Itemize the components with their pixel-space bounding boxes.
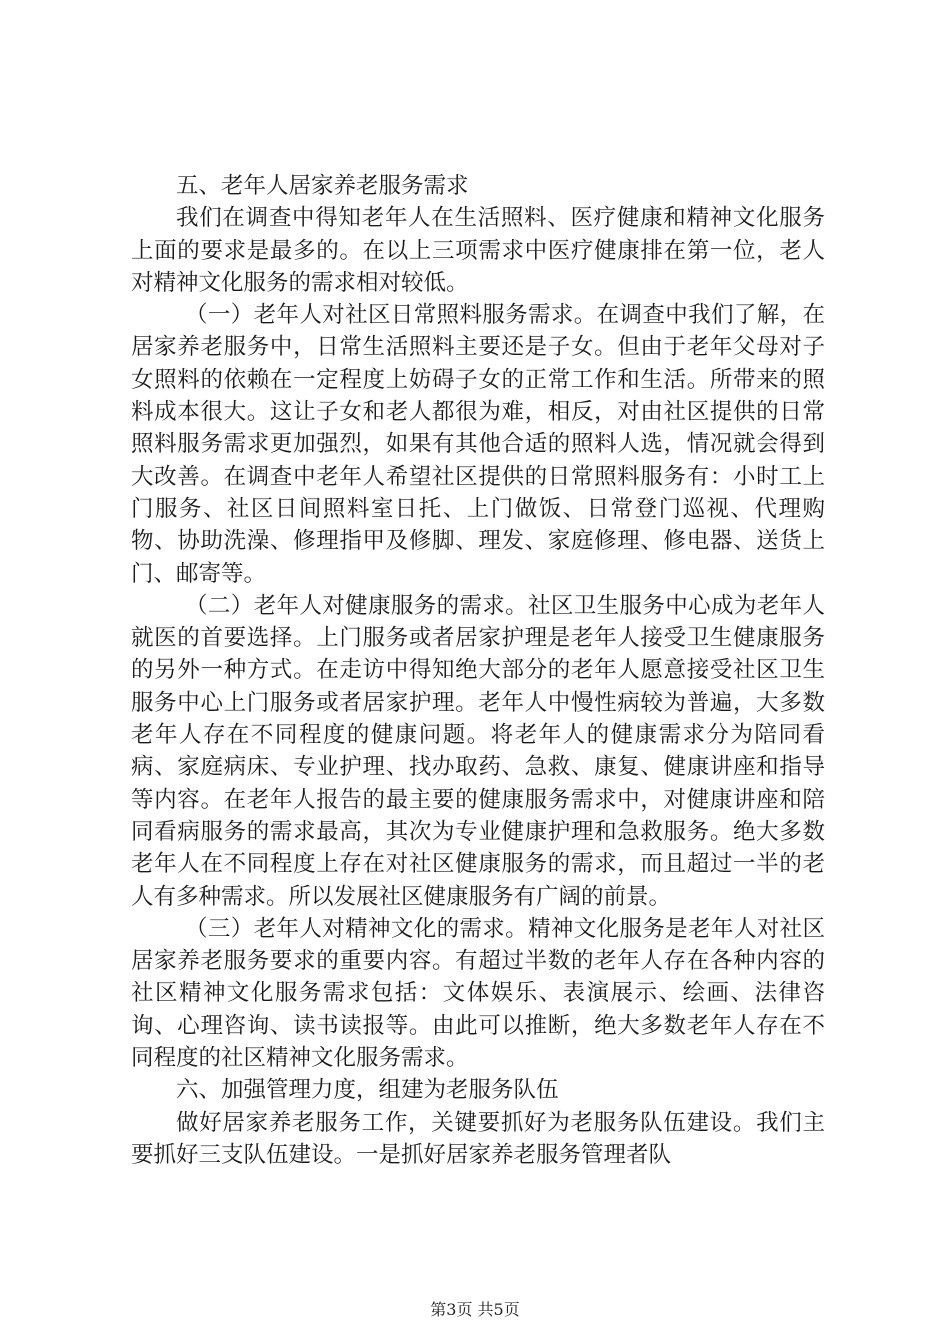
document-body xyxy=(131,170,825,1171)
paragraph-daily-care: （一）老年人对社区日常照料服务需求。在调查中我们了解，在居家养老服务中，日常生活照料主要还是子女。但由于老年父母对子女照料的依赖在一定程度上妨碍子女的正常工作和生活。所带来的照料成本很大。这让子女和老人都很为难，相反，对由社区提供的日常照料服务需求更加强烈，如果有其他合适的照料人选，情况就会得到大改善。在调查中老年人希望社区提供的日常照料服务有：小时工上门服务、社区日间照料室日托、上门做饭、日常登门巡视、代理购物、协助洗澡、修理指甲及修脚、理发、家庭修理、修电器、送货上门、邮寄等。 xyxy=(131,302,825,587)
paragraph-cultural-needs: （三）老年人对精神文化的需求。精神文化服务是老年人对社区居家养老服务要求的重要内容。有超过半数的老年人存在各种内容的社区精神文化服务需求包括：文体娱乐、表演展示、绘画、法律咨询、心理咨询、读书读报等。由此可以推断，绝大多数老年人存在不同程度的社区精神文化服务需求。 xyxy=(131,915,825,1072)
paragraph-intro: 我们在调查中得知老年人在生活照料、医疗健康和精神文化服务上面的要求是最多的。在以上三项需求中医疗健康排在第一位，老人对精神文化服务的需求相对较低。 xyxy=(131,205,825,296)
paragraph-health-services: （二）老年人对健康服务的需求。社区卫生服务中心成为老年人就医的首要选择。上门服务或者居家护理是老年人接受卫生健康服务的另外一种方式。在走访中得知绝大部分的老年人愿意接受社区卫生服务中心上门服务或者居家护理。老年人中慢性病较为普遍，大多数老年人存在不同程度的健康问题。将老年人的健康需求分为陪同看病、家庭病床、专业护理、找办取药、急救、康复、健康讲座和指导等内容。在老年人报告的最主要的健康服务需求中，对健康讲座和陪同看病服务的需求最高，其次为专业健康护理和急救服务。绝大多数老年人在不同程度上存在对社区健康服务的需求，而且超过一半的老人有多种需求。所以发展社区健康服务有广阔的前景。 xyxy=(131,592,825,910)
paragraph-team-building: 做好居家养老服务工作，关键要抓好为老服务队伍建设。我们主要抓好三支队伍建设。一是抓好居家养老服务管理者队 xyxy=(131,1109,825,1168)
section-heading-5: 五、老年人居家养老服务需求 xyxy=(176,173,469,199)
section-heading-6: 六、加强管理力度，组建为老服务队伍 xyxy=(176,1077,559,1104)
page-footer: 第3页 共5页 xyxy=(430,1300,520,1319)
